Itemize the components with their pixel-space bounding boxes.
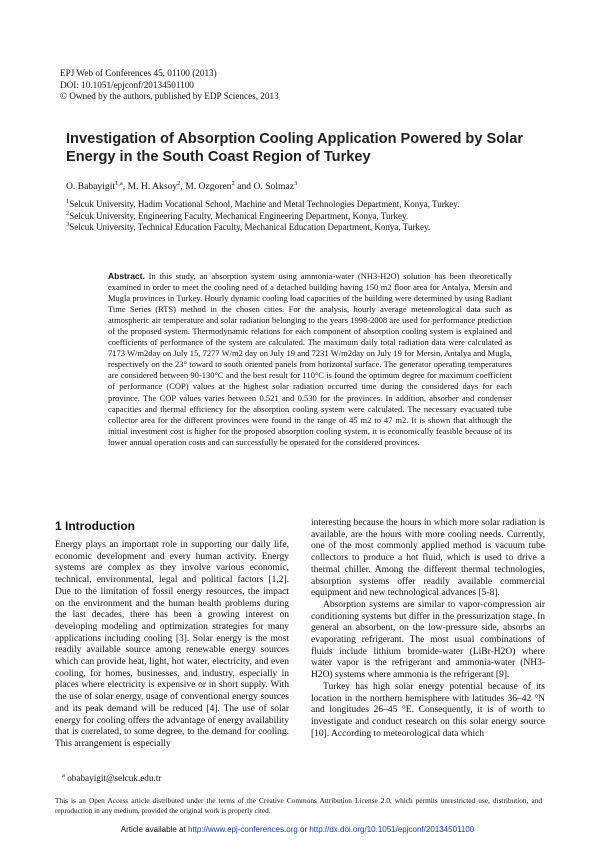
author-separator: and <box>234 181 254 192</box>
section-heading: 1 Introduction <box>55 519 135 533</box>
footnote-email: obabayigit@selcuk.edu.tr <box>67 773 162 783</box>
body-paragraph: Turkey has high solar energy potential because of its location in the northern hemisphere with latitudes 36–42 °N and longitudes 26–45 °E. Consequently, it is of worth to investigate and conduct research on this solar energy source [10]. According to meteorological data which <box>311 681 545 739</box>
body-paragraph: interesting because the hours in which more solar radiation is available, are the hours with more cooling needs. Currently, one of the most commonly applied method is vacuum tube collectors to produce a hot fluid, which is used to drive a thermal chiller. Among the different thermal technologies, absorption systems offer readily available commercial equipment and new technological advances [5-8]. <box>311 518 545 599</box>
affiliation-mark: 3 <box>66 221 70 228</box>
body-column-left <box>55 540 289 751</box>
abstract-label: Abstract. <box>108 271 145 281</box>
journal-citation: EPJ Web of Conferences 45, 01100 (2013) <box>60 68 217 78</box>
affiliation-mark: 2 <box>66 209 70 217</box>
journal-header <box>60 68 279 103</box>
affiliation-text: Selcuk University, Hadim Vocational School, Machine and Metal Technologies Department, Konya, Turkey. <box>69 199 460 209</box>
abstract <box>108 271 512 448</box>
affiliation-text: Selcuk University, Technical Education Faculty, Mechanical Education Department, Konya, Turkey. <box>69 222 431 232</box>
doi-link[interactable]: http://dx.doi.org/10.1051/epjconf/20134501100 <box>309 825 475 834</box>
author-list <box>66 181 297 192</box>
footnote-mark: a <box>62 771 65 779</box>
author-affil-mark: 2 <box>231 179 235 187</box>
body-column-right <box>311 518 545 740</box>
doi-line: DOI: 10.1051/epjconf/20134501100 <box>60 79 194 90</box>
abstract-text: In this study, an absorption system using ammonia-water (NH3-H2O) solution has been theoretically examined in order to meet the cooling need of a detached building having 150 m2 floor area for Antalya, Mersin and Mugla provinces in Turkey. Hourly dynamic cooling load capacities of the building were determined by using Radiant Time Series (RTS) method in the chosen cities. For the analysis, hourly average meteorological data such as atmospheric air temperature and solar radiation belonging to the years 1998-2008 are used for performance prediction of the proposed system. Thermodynamic relations for each component of absorption cooling system is explained and coefficients of performance of the system are calculated. The maximum daily total radiation data were calculated as 7173 W/m2day on July 15, 7277 W/m2 day on July 19 and 7231 W/m2day on July 19 for Mersin, Antalya and Mugla, respectively on the 23° toward to south oriented panels from horizontal surface. The generator operating temperatures are considered between 90-130°C and the best result for 110°C is found the optimum degree for maximum coefficient of performance (COP) values at the highest solar radiation occurred time during the considered days for each province. The COP values varies between 0.521 and 0.530 for the provinces. In addition, absorber and condenser capacities and thermal efficiency for the absorption cooling system were calculated. The necessary evacuated tube collector area for the different provinces were found in the range of 45 m2 to 47 m2. It is shown that although the initial investment cost is higher for the proposed absorption cooling system, it is economically feasible because of its lower annual operation costs and can successfully be operated for the considered provinces. <box>108 271 512 447</box>
affiliation-item <box>66 222 459 234</box>
author-name: M. H. Aksoy <box>127 181 178 192</box>
affiliation-item <box>66 211 459 223</box>
author-separator: , <box>180 181 186 192</box>
body-paragraph: Absorption systems are similar to vapor-compression air conditioning systems but differ in the pressurization stage. In general an absorbent, on the low-pressure side, absorbs an evaporating refrigerant. The most usual combinations of fluids include lithium bromide-water (LiBr-H2O) where water vapor is the refrigerant and ammonia-water (NH3-H2O) systems where ammonia is the refrigerant [9]. <box>311 599 545 681</box>
body-paragraph: Energy plays an important role in supporting our daily life, economic development and every human activity. Energy systems are complex as they involve various economic, technical, environmental, legal and political factors [1,2]. Due to the limitation of fossil energy resources, the impact on the environment and the human health problems during the last decades, there has been a growing interest on developing modeling and optimization strategies for many applications including cooling [3]. Solar energy is the most readily available source among renewable energy sources which can provide heat, light, hot water, electricity, and even cooling, for homes, businesses, and industry, especially in places where electricity is expensive or in short supply. With the use of solar energy, usage of conventional energy sources and its peak demand will be reduced [4]. The use of solar energy for cooling offers the advantage of energy availability that is correlated, to some degree, to the demand for cooling. This arrangement is especially <box>55 540 289 749</box>
author-separator: , <box>122 181 128 192</box>
author-affil-mark: 1,a <box>115 179 123 187</box>
author-affil-mark: 3 <box>294 179 298 187</box>
footnote <box>62 773 161 783</box>
author-name: O. Babayigit <box>66 181 116 192</box>
copyright-line: © Owned by the authors, published by EDP Sciences, 2013 <box>60 91 279 102</box>
journal-link[interactable]: http://www.epj-conferences.org <box>187 825 298 834</box>
article-middle: or <box>297 825 310 834</box>
license-notice: This is an Open Access article distributed under the terms of the Creative Commons Attribution License 2.0, which permits unrestricted use, distribution, and reproduction in any medium, provided the original work is properly cited. <box>55 796 542 815</box>
affiliation-item <box>66 199 459 211</box>
author-affil-mark: 2 <box>177 179 181 187</box>
affiliation-list <box>66 199 459 234</box>
paper-title: Investigation of Absorption Cooling Application Powered by Solar Energy in the South Coast Region of Turkey <box>66 131 524 165</box>
author-name: M. Ozgoren <box>185 181 232 192</box>
article-availability <box>0 825 595 834</box>
affiliation-text: Selcuk University, Engineering Faculty, Mechanical Engineering Department, Konya, Turkey. <box>69 210 409 221</box>
author-name: O. Solmaz <box>253 181 294 192</box>
article-prefix: Article available at <box>120 825 188 834</box>
affiliation-mark: 1 <box>66 198 70 205</box>
